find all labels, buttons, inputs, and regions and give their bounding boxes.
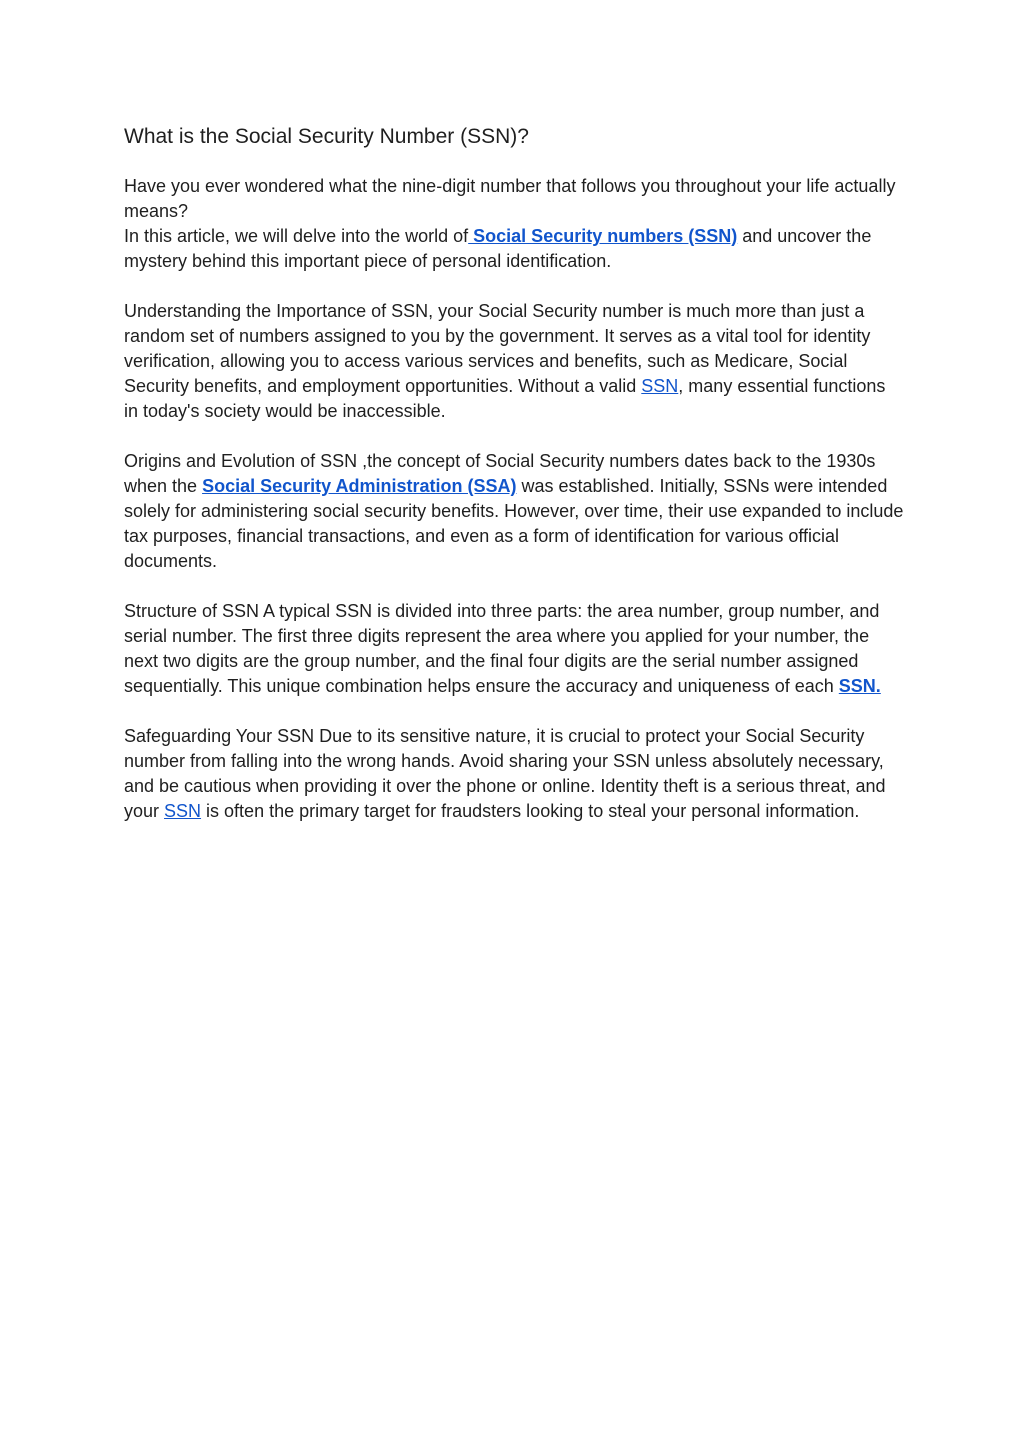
ssa-link[interactable]: Social Security Administration (SSA) <box>202 476 517 496</box>
paragraph-intro <box>124 174 904 274</box>
origins-text: Origins and Evolution of SSN ,the concept of Social Security numbers dates back to the 1930s when the <box>124 451 876 496</box>
intro-line-2 <box>124 224 904 274</box>
ssn-link-importance[interactable]: SSN <box>641 376 679 396</box>
origins-tail: was established. Initially, SSNs were intended solely for administering social security benefits. However, over time, their use expanded to include tax purposes, financial transactions, and even as a form of identification for various official documents. <box>124 476 904 571</box>
ssn-link-structure[interactable]: SSN. <box>838 676 881 696</box>
intro-line-1: Have you ever wondered what the nine-digit number that follows you throughout your life actually means? <box>124 176 896 221</box>
paragraph-safeguarding <box>124 724 904 824</box>
safeguarding-text: Safeguarding Your SSN Due to its sensitive nature, it is crucial to protect your Social Security number from falling into the wrong hands. Avoid sharing your SSN unless absolutely necessary, and be cautious when providing it over the phone or online. Identity theft is a serious threat, and your <box>124 726 886 821</box>
intro-line-2-text: In this article, we will delve into the world of <box>124 226 469 246</box>
structure-text: Structure of SSN A typical SSN is divided into three parts: the area number, group number, and serial number. The first three digits represent the area where you applied for your number, the next two digits are the group number, and the final four digits are the serial number assigned sequentially. This unique combination helps ensure the accuracy and uniqueness of each <box>124 601 880 696</box>
intro-line-2-tail: and uncover the mystery behind this important piece of personal identification. <box>124 226 872 271</box>
paragraph-importance <box>124 299 904 424</box>
paragraph-structure <box>124 599 904 699</box>
page-title: What is the Social Security Number (SSN)? <box>124 125 529 148</box>
safeguarding-tail: is often the primary target for fraudsters looking to steal your personal information. <box>201 801 860 821</box>
importance-text: Understanding the Importance of SSN, your Social Security number is much more than just a random set of numbers assigned to you by the government. It serves as a vital tool for identity verification, allowing you to access various services and benefits, such as Medicare, Social Security benefits, and employment opportunities. Without a valid <box>124 301 871 396</box>
importance-tail: , many essential functions in today's society would be inaccessible. <box>124 376 886 421</box>
ssn-link-safeguarding[interactable]: SSN <box>164 801 202 821</box>
ssn-numbers-link[interactable]: Social Security numbers (SSN) <box>468 226 738 246</box>
document-page <box>124 118 904 849</box>
paragraph-origins <box>124 449 904 574</box>
